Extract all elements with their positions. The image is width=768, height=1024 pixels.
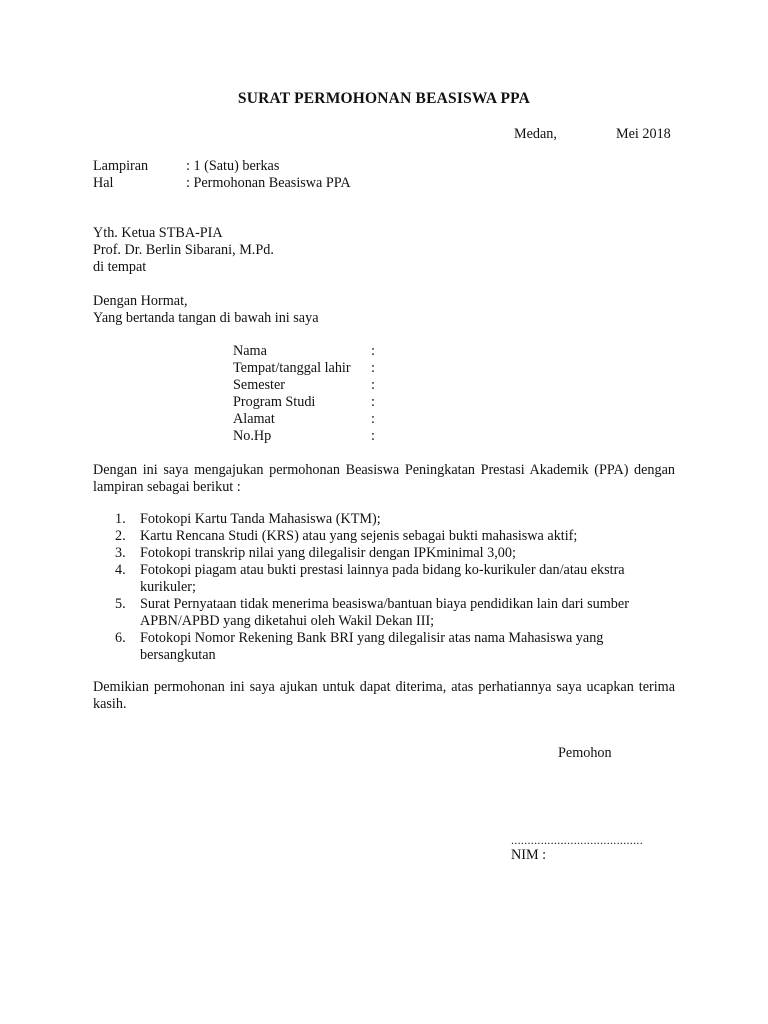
hal-label: Hal <box>93 175 114 191</box>
field-colon: : <box>371 377 375 393</box>
list-number: 4. <box>115 562 126 578</box>
list-item <box>93 545 675 562</box>
list-number: 5. <box>115 596 126 612</box>
list-number: 1. <box>115 511 126 527</box>
field-colon: : <box>371 360 375 376</box>
date-value: Mei 2018 <box>616 126 671 142</box>
list-text: Fotokopi Nomor Rekening Bank BRI yang dilegalisir atas nama Mahasiswa yang bersangkutan <box>140 630 604 663</box>
list-text: Fotokopi Kartu Tanda Mahasiswa (KTM); <box>140 511 381 527</box>
recipient-line-2: Prof. Dr. Berlin Sibarani, M.Pd. <box>93 242 274 258</box>
list-number: 3. <box>115 545 126 561</box>
list-text: Surat Pernyataan tidak menerima beasiswa/bantuan biaya pendidikan lain dari sumber APBN/APBD yang diketahui oleh Wakil Dekan III; <box>140 596 629 629</box>
list-item <box>93 511 675 528</box>
recipient-line-3: di tempat <box>93 259 147 275</box>
field-label-nohp: No.Hp <box>233 428 272 444</box>
field-label-ttl: Tempat/tanggal lahir <box>233 360 351 376</box>
recipient-line-1: Yth. Ketua STBA-PIA <box>93 225 223 241</box>
field-label-nama: Nama <box>233 343 267 359</box>
list-text: Kartu Rencana Studi (KRS) atau yang sejenis sebagai bukti mahasiswa aktif; <box>140 528 578 544</box>
list-item <box>93 528 675 545</box>
attachment-list <box>93 511 675 664</box>
signature-line: ........................................ <box>511 833 643 847</box>
greeting-line-1: Dengan Hormat, <box>93 293 188 309</box>
list-item <box>93 562 675 596</box>
list-item <box>93 596 675 630</box>
lampiran-label: Lampiran <box>93 158 149 174</box>
date-city: Medan, <box>514 126 557 142</box>
field-colon: : <box>371 428 375 444</box>
letter-title: SURAT PERMOHONAN BEASISWA PPA <box>237 90 531 107</box>
greeting-line-2: Yang bertanda tangan di bawah ini saya <box>93 310 319 326</box>
field-colon: : <box>371 394 375 410</box>
closing-paragraph: Demikian permohonan ini saya ajukan untuk dapat diterima, atas perhatiannya saya ucapkan terima kasih. <box>93 679 675 712</box>
field-label-alamat: Alamat <box>233 411 275 427</box>
lampiran-value: : 1 (Satu) berkas <box>186 158 280 174</box>
field-label-prodi: Program Studi <box>233 394 316 410</box>
list-text: Fotokopi transkrip nilai yang dilegalisir dengan IPKminimal 3,00; <box>140 545 516 561</box>
list-item <box>93 630 675 664</box>
field-colon: : <box>371 411 375 427</box>
intro-paragraph: Dengan ini saya mengajukan permohonan Beasiswa Peningkatan Prestasi Akademik (PPA) dengan lampiran sebagai berikut : <box>93 462 675 495</box>
list-text: Fotokopi piagam atau bukti prestasi lainnya pada bidang ko-kurikuler dan/atau ekstra kurikuler; <box>140 562 625 595</box>
list-number: 6. <box>115 630 126 646</box>
hal-value: : Permohonan Beasiswa PPA <box>186 175 351 191</box>
nim-label: NIM : <box>511 847 547 863</box>
list-number: 2. <box>115 528 126 544</box>
field-colon: : <box>371 343 375 359</box>
field-label-semester: Semester <box>233 377 286 393</box>
signature-label: Pemohon <box>558 745 612 761</box>
